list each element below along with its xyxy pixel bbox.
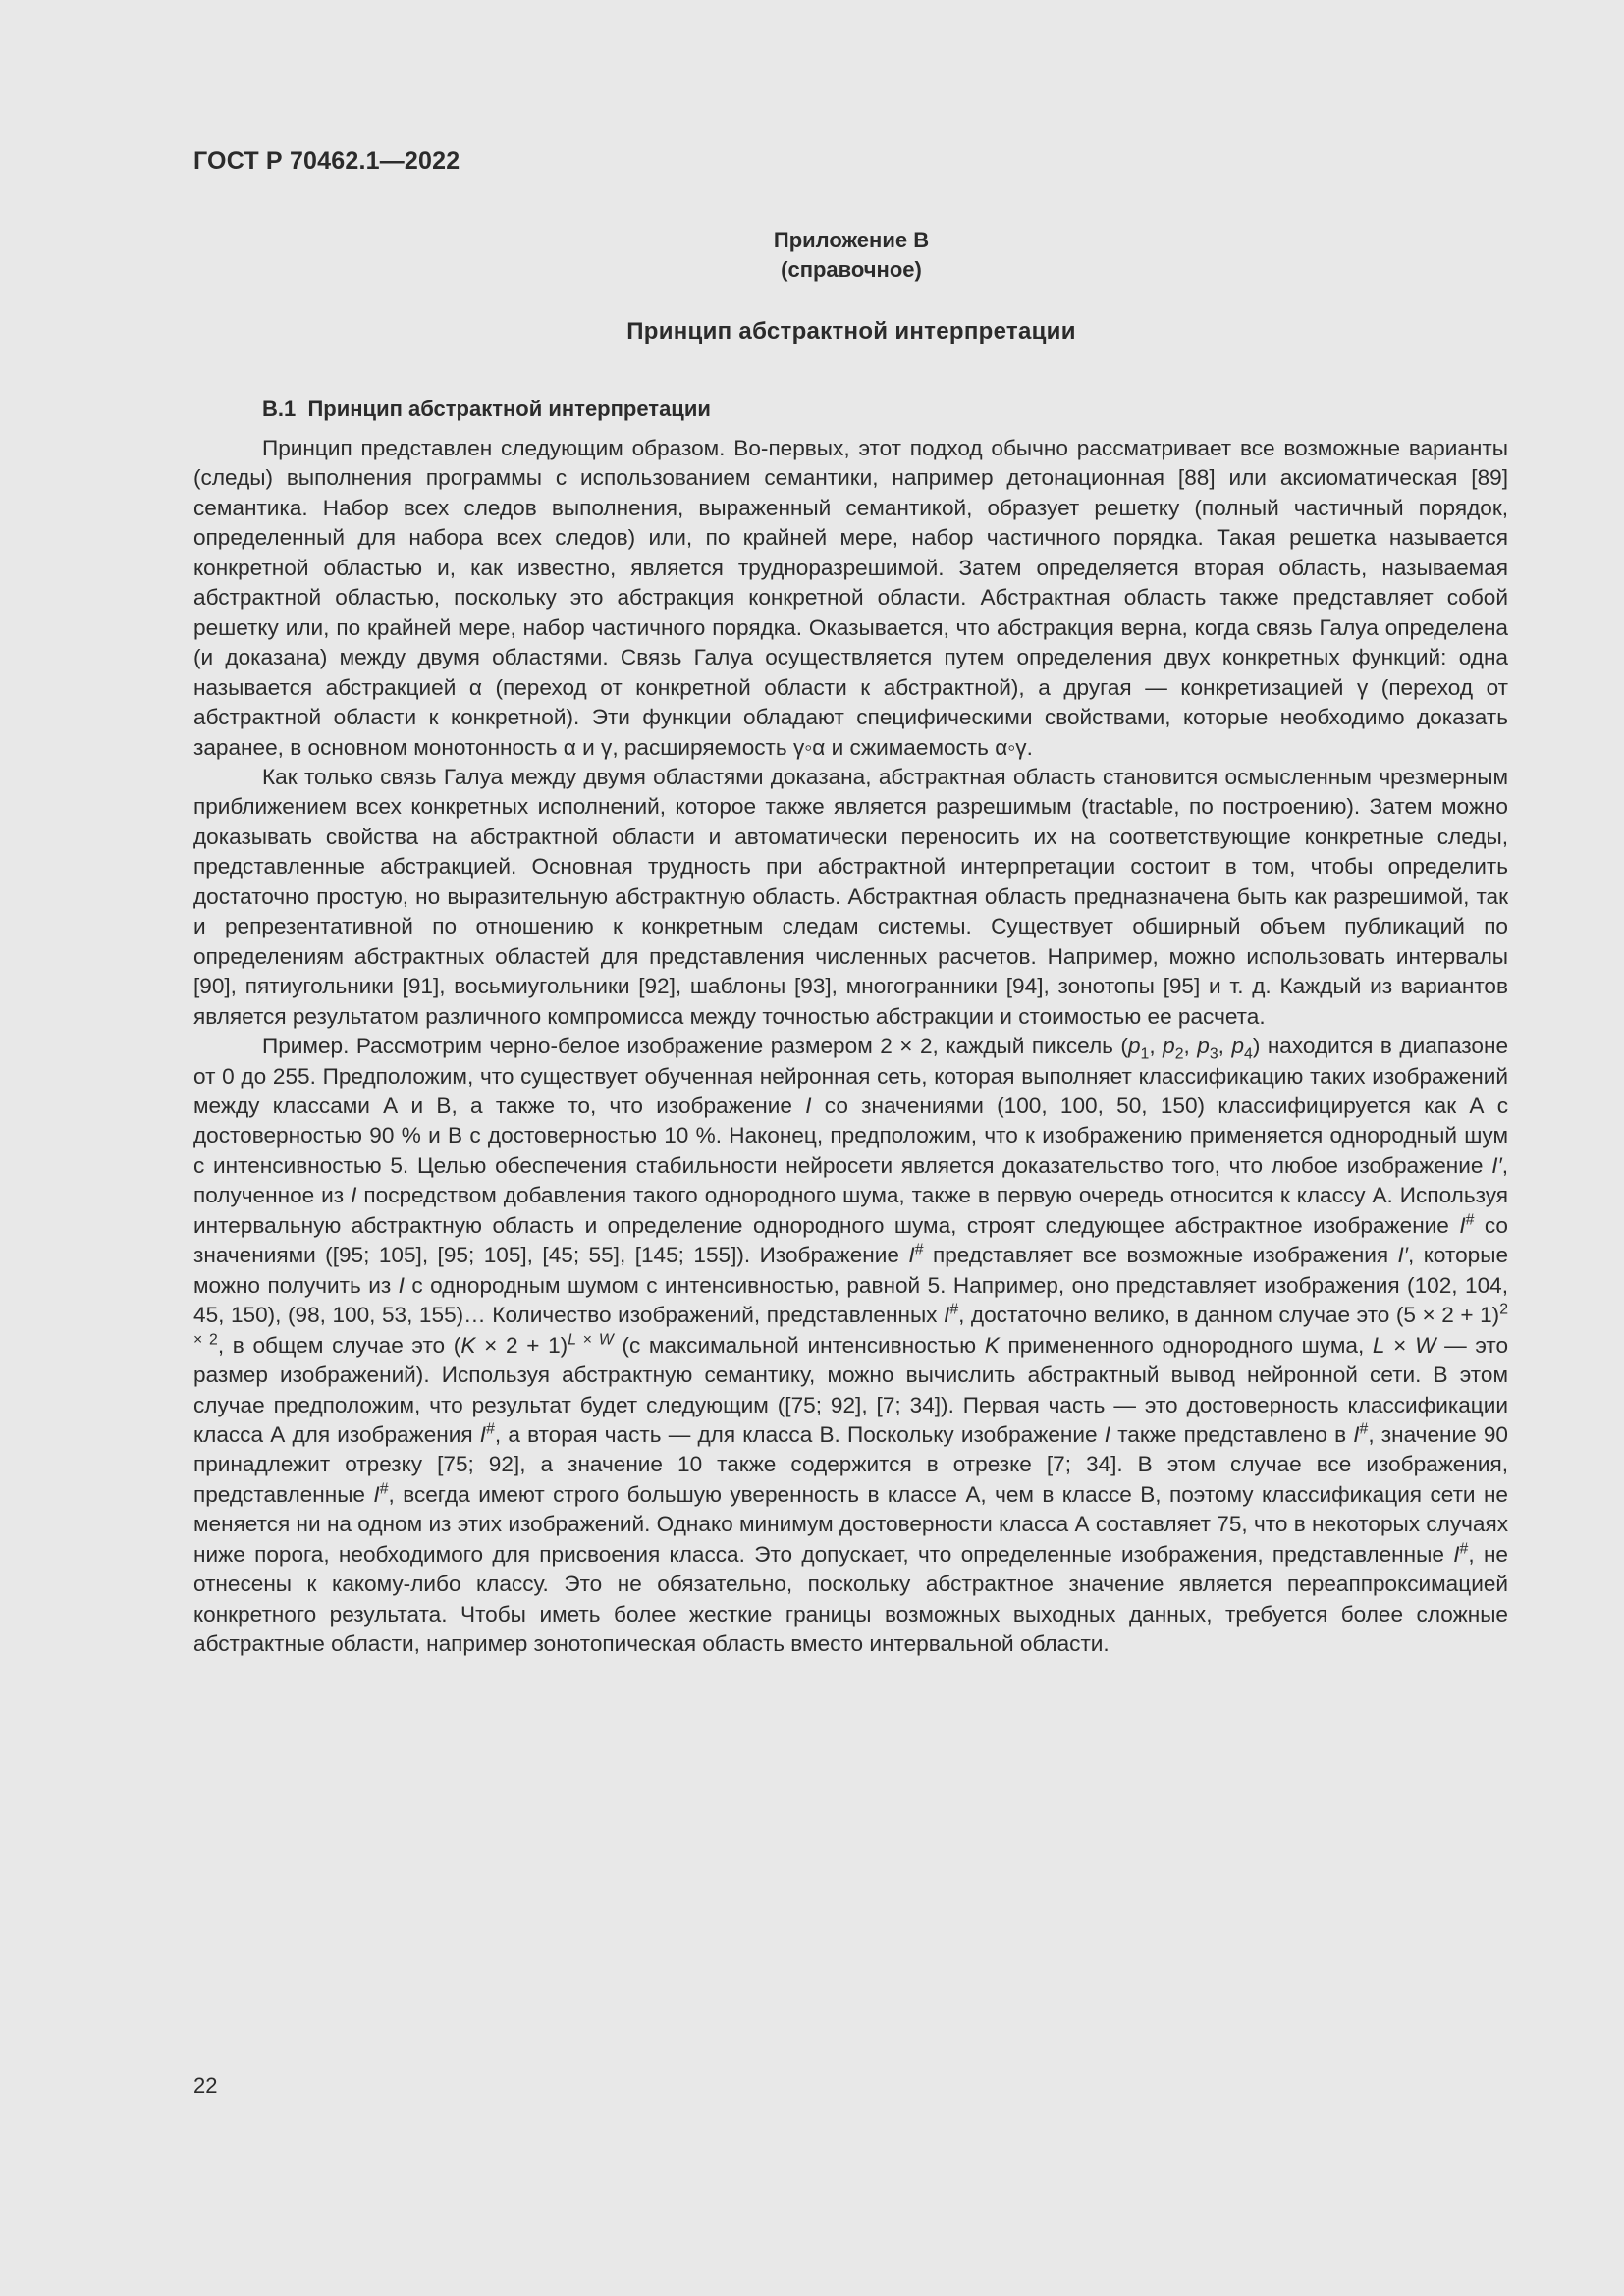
appendix-title: Принцип абстрактной интерпретации: [626, 318, 1076, 345]
page-number: 22: [193, 2073, 218, 2098]
appendix-label: Приложение В: [773, 228, 930, 252]
appendix-heading: [0, 226, 1624, 285]
body-text: [193, 434, 1508, 1660]
section-number: В.1: [262, 397, 297, 421]
appendix-kind: (справочное): [781, 257, 922, 282]
section-title: Принцип абстрактной интерпретации: [307, 397, 711, 421]
document-code: ГОСТ Р 70462.1—2022: [193, 147, 460, 175]
paragraph-3: Пример. Рассмотрим черно-белое изображение размером 2 × 2, каждый пиксель ($p_1$, $p_2$, $p_3$, $p_4$) находится в диапазоне от 0 до 255. Предположим, что существует обученная нейронная сеть, которая выполняет классификацию таких изображений между классами А и В, а также то, что изображение I со значениями (100, 100, 50, 150) классифицируется как А с достоверностью 90 % и В с достоверностью 10 %. Наконец, предположим, что к изображению применяется однородный шум с интенсивностью 5. Целью обеспечения стабильности нейросети является доказательство того, что любое изображение I′, полученное из I посредством добавления такого однородного шума, также в первую очередь относится к классу А. Используя интервальную абстрактную область и определение однородного шума, строят следующее абстрактное изображение I# со значениями ([95; 105], [95; 105], [45; 55], [145; 155]). Изображение I# представляет все возможные изображения I′, которые можно получить из I с однородным шумом с интенсивностью, равной 5. Например, оно представляет изображения (102, 104, 45, 150), (98, 100, 53, 155)… Количество изображений, представленных I#, достаточно велико, в данном случае это $(5 \times 2 + 1)^{2 \times 2}$, в общем случае это $(K \times 2 + 1)^{L \times W}$ (с максимальной интенсивностью K примененного однородного шума, L × W — это размер изображений). Используя абстрактную семантику, можно вычислить абстрактный вывод нейронной сети. В этом случае предположим, что результат будет следующим ([75; 92], [7; 34]). Первая часть — это достоверность классификации класса А для изображения I#, а вторая часть — для класса В. Поскольку изображение I также представлено в I#, значение 90 принадлежит отрезку [75; 92], а значение 10 также содержится в отрезке [7; 34]. В этом случае все изображения, представленные I#, всегда имеют строго большую уверенность в классе А, чем в классе В, поэтому классификация сети не меняется ни на одном из этих изображений. Однако минимум достоверности класса А составляет 75, что в некоторых случаях ниже порога, необходимого для присвоения класса. Это допускает, что определенные изображения, представленные I#, не отнесены к какому-либо классу. Это не обязательно, поскольку абстрактное значение является переаппроксимацией конкретного результата. Чтобы иметь более жесткие границы возможных выходных данных, требуется более сложные абстрактные области, например зонотопическая область вместо интервальной области.: [193, 1034, 1509, 1657]
paragraph-2: Как только связь Галуа между двумя областями доказана, абстрактная область становится осмысленным чрезмерным приближением всех конкретных исполнений, которое также является разрешимым (tractable, по построению). Затем можно доказывать свойства на абстрактной области и автоматически переносить их на соответствующие конкретные следы, представленные абстракцией. Основная трудность при абстрактной интерпретации состоит в том, чтобы определить достаточно простую, но выразительную абстрактную область. Абстрактная область предназначена быть как разрешимой, так и репрезентативной по отношению к конкретным следам системы. Существует обширный объем публикаций по определениям абстрактных областей для представления численных расчетов. Например, можно использовать интервалы [90], пятиугольники [91], восьмиугольники [92], шаблоны [93], многогранники [94], зонотопы [95] и т. д. Каждый из вариантов является результатом различного компромисса между точностью абстракции и стоимостью ее расчета.: [193, 764, 1508, 1029]
section-heading: [262, 397, 711, 422]
paragraph-1: Принцип представлен следующим образом. Во-первых, этот подход обычно рассматривает все возможные варианты (следы) выполнения программы с использованием семантики, например детонационная [88] или аксиоматическая [89] семантика. Набор всех следов выполнения, выраженный семантикой, образует решетку (полный частичный порядок, определенный для набора всех следов) или, по крайней мере, набор частичного порядка. Такая решетка называется конкретной областью и, как известно, является трудноразрешимой. Затем определяется вторая область, называемая абстрактной областью, поскольку это абстракция конкретной области. Абстрактная область также представляет собой решетку или, по крайней мере, набор частичного порядка. Оказывается, что абстракция верна, когда связь Галуа определена (и доказана) между двумя областями. Связь Галуа осуществляется путем определения двух конкретных функций: одна называется абстракцией α (переход от конкретной области к абстрактной), а другая — конкретизацией γ (переход от абстрактной области к конкретной). Эти функции обладают специфическими свойствами, которые необходимо доказать заранее, в основном монотонность α и γ, расширяемость γ◦α и сжимаемость α◦γ.: [193, 436, 1508, 760]
